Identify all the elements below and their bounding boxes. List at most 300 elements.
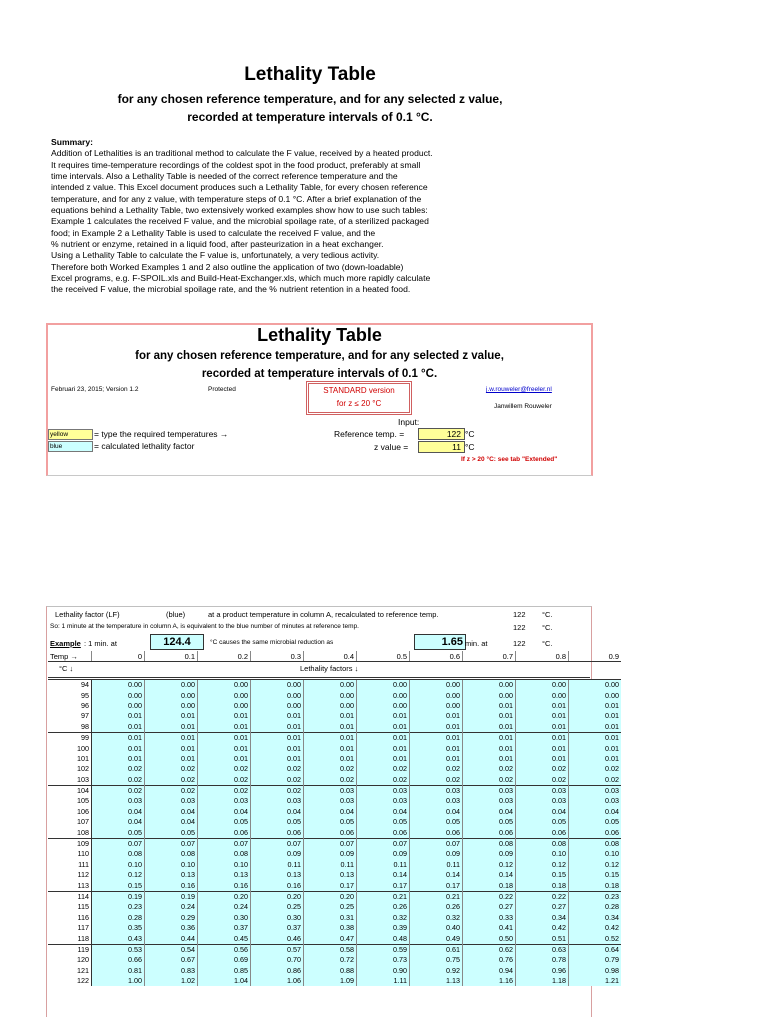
lethality-factor-cell: 0.09 xyxy=(357,849,410,859)
lethality-factor-cell: 0.01 xyxy=(145,711,198,721)
legend-yellow-swatch: yellow xyxy=(48,429,93,440)
lethality-factor-cell: 0.06 xyxy=(304,827,357,838)
lethality-factor-cell: 0.18 xyxy=(569,880,622,891)
lethality-factor-cell: 1.00 xyxy=(92,976,145,986)
lethality-factor-cell: 0.02 xyxy=(251,785,304,796)
lethality-factor-cell: 0.45 xyxy=(198,933,251,944)
lethality-factor-cell: 0.01 xyxy=(357,732,410,743)
lethality-factor-cell: 0.94 xyxy=(463,966,516,976)
lethality-factor-cell: 0.00 xyxy=(198,701,251,711)
lethality-factor-cell: 0.62 xyxy=(463,944,516,955)
lethality-factor-cell: 0.01 xyxy=(92,711,145,721)
lethality-factor-cell: 0.04 xyxy=(463,807,516,817)
table-row xyxy=(48,838,621,849)
lethality-factor-cell: 0.07 xyxy=(410,838,463,849)
lethality-factor-cell: 0.01 xyxy=(92,732,145,743)
lethality-factor-cell: 0.01 xyxy=(145,754,198,764)
lethality-factor-cell: 0.08 xyxy=(145,849,198,859)
lethality-factor-cell: 0.22 xyxy=(516,891,569,902)
lethality-factors-label: Lethality factors ↓ xyxy=(300,664,359,673)
table-row xyxy=(48,944,621,955)
lethality-factor-cell: 0.34 xyxy=(569,913,622,923)
column-header-cell: 0.7 xyxy=(463,651,516,662)
summary-heading: Summary: xyxy=(51,137,94,147)
lethality-factor-cell: 0.06 xyxy=(251,827,304,838)
lethality-factor-cell: 0.01 xyxy=(304,711,357,721)
temperature-cell: 103 xyxy=(48,775,92,786)
lethality-factor-cell: 0.69 xyxy=(198,955,251,965)
lethality-factor-cell: 0.23 xyxy=(569,891,622,902)
lethality-factor-cell: 0.01 xyxy=(516,754,569,764)
lethality-factor-cell: 0.15 xyxy=(516,870,569,880)
lethality-factor-cell: 0.10 xyxy=(198,860,251,870)
lethality-factor-cell: 0.04 xyxy=(304,807,357,817)
lethality-factor-cell: 0.04 xyxy=(410,807,463,817)
lethality-factor-cell: 0.11 xyxy=(304,860,357,870)
lethality-factor-cell: 0.03 xyxy=(251,796,304,806)
lethality-factor-cell: 0.04 xyxy=(92,817,145,827)
panel-title: Lethality Table xyxy=(257,325,382,345)
z-value-unit: °C xyxy=(465,442,475,452)
example-ref-unit: °C. xyxy=(542,639,553,648)
lethality-table xyxy=(48,679,621,986)
temperature-cell: 122 xyxy=(48,976,92,986)
lethality-factor-cell: 0.11 xyxy=(251,860,304,870)
lethality-factor-cell: 0.01 xyxy=(410,722,463,733)
standard-version-box xyxy=(308,383,410,413)
lethality-factor-cell: 0.57 xyxy=(251,944,304,955)
input-panel xyxy=(46,323,593,476)
lethality-factor-cell: 0.10 xyxy=(92,860,145,870)
lethality-factor-cell: 0.00 xyxy=(92,690,145,700)
lethality-factor-cell: 0.02 xyxy=(92,785,145,796)
table-row xyxy=(48,923,621,933)
column-header-cell: 0.9 xyxy=(569,651,622,662)
table-row xyxy=(48,913,621,923)
lethality-factor-cell: 0.02 xyxy=(304,775,357,786)
lethality-factor-cell: 1.11 xyxy=(357,976,410,986)
lethality-factor-cell: 0.06 xyxy=(357,827,410,838)
table-row xyxy=(48,976,621,986)
lethality-factor-cell: 0.00 xyxy=(145,701,198,711)
lethality-factor-cell: 0.04 xyxy=(357,807,410,817)
lethality-factor-cell: 0.12 xyxy=(463,860,516,870)
lethality-factor-cell: 0.00 xyxy=(145,690,198,700)
lethality-factor-cell: 0.01 xyxy=(357,711,410,721)
lethality-factor-cell: 0.54 xyxy=(145,944,198,955)
temperature-cell: 98 xyxy=(48,722,92,733)
lethality-factor-cell: 0.19 xyxy=(92,891,145,902)
column-header-cell: 0.5 xyxy=(357,651,410,662)
lethality-factor-cell: 0.25 xyxy=(251,902,304,912)
lethality-factor-cell: 1.13 xyxy=(410,976,463,986)
lethality-factor-cell: 0.01 xyxy=(145,732,198,743)
temp-arrow-label: Temp → xyxy=(48,651,92,662)
lethality-factor-cell: 0.16 xyxy=(145,880,198,891)
lethality-factor-cell: 0.01 xyxy=(410,743,463,753)
reference-temp-input[interactable]: 122 xyxy=(418,428,465,440)
lethality-factor-cell: 0.00 xyxy=(569,690,622,700)
lethality-factor-cell: 0.12 xyxy=(92,870,145,880)
table-row xyxy=(48,860,621,870)
lethality-factor-cell: 0.02 xyxy=(198,785,251,796)
lethality-factor-cell: 0.03 xyxy=(304,796,357,806)
example-temp-value: 124.4 xyxy=(150,634,204,650)
lethality-factor-cell: 0.00 xyxy=(304,701,357,711)
table-row xyxy=(48,690,621,700)
column-header-cell: 0 xyxy=(92,651,145,662)
lethality-factor-cell: 0.13 xyxy=(145,870,198,880)
lethality-factor-cell: 0.03 xyxy=(463,785,516,796)
table-row xyxy=(48,764,621,774)
lethality-factor-cell: 1.21 xyxy=(569,976,622,986)
lethality-factor-cell: 0.01 xyxy=(92,754,145,764)
lethality-factor-cell: 0.02 xyxy=(569,775,622,786)
lethality-factor-cell: 0.01 xyxy=(198,732,251,743)
lethality-factor-cell: 0.00 xyxy=(463,680,516,691)
lethality-factor-cell: 0.03 xyxy=(198,796,251,806)
lethality-factor-cell: 0.13 xyxy=(304,870,357,880)
lethality-factor-cell: 0.01 xyxy=(304,743,357,753)
summary-line: temperature, and for any z value, with temperature steps of 0.1 °C. After a brief explanation of the xyxy=(51,193,422,204)
lethality-factor-cell: 0.24 xyxy=(198,902,251,912)
legend-blue-swatch: blue xyxy=(48,441,93,452)
lethality-factor-cell: 0.38 xyxy=(304,923,357,933)
lethality-factor-cell: 0.04 xyxy=(92,807,145,817)
lethality-factor-cell: 0.01 xyxy=(516,743,569,753)
lethality-factor-cell: 0.01 xyxy=(410,754,463,764)
author-email-link[interactable]: j.w.rouweler@freeler.nl xyxy=(486,386,552,393)
lethality-factor-cell: 0.73 xyxy=(357,955,410,965)
lethality-factor-cell: 0.02 xyxy=(251,775,304,786)
protected-label: Protected xyxy=(208,386,236,393)
column-header-cell: 0.4 xyxy=(304,651,357,662)
lethality-factor-cell: 0.01 xyxy=(92,743,145,753)
table-row xyxy=(48,902,621,912)
temperature-cell: 116 xyxy=(48,913,92,923)
lf-label: Lethality factor (LF) xyxy=(55,610,120,619)
lethality-factor-cell: 0.03 xyxy=(569,796,622,806)
column-header-cell: 0.3 xyxy=(251,651,304,662)
lethality-factor-cell: 0.01 xyxy=(569,722,622,733)
lethality-factor-cell: 0.56 xyxy=(198,944,251,955)
example-text: : 1 min. at xyxy=(84,639,117,648)
lf-blue-label: (blue) xyxy=(166,610,186,619)
lethality-factor-cell: 0.04 xyxy=(516,807,569,817)
lethality-factor-cell: 0.05 xyxy=(357,817,410,827)
temperature-cell: 110 xyxy=(48,849,92,859)
page-subtitle-1: for any chosen reference temperature, and for any selected z value, xyxy=(117,92,503,106)
lethality-factor-cell: 0.01 xyxy=(251,743,304,753)
lethality-factor-cell: 0.00 xyxy=(304,680,357,691)
lethality-factor-cell: 0.88 xyxy=(304,966,357,976)
lethality-factor-cell: 0.01 xyxy=(304,754,357,764)
lethality-factor-cell: 0.01 xyxy=(198,711,251,721)
lethality-factor-cell: 0.07 xyxy=(357,838,410,849)
lethality-factor-cell: 0.01 xyxy=(410,711,463,721)
lethality-factor-cell: 0.01 xyxy=(145,743,198,753)
reference-temp-label: Reference temp. = xyxy=(334,429,405,439)
lethality-factor-cell: 0.63 xyxy=(516,944,569,955)
example-middle-text: °C causes the same microbial reduction as xyxy=(210,639,334,646)
lethality-factor-cell: 0.00 xyxy=(198,680,251,691)
lethality-factor-cell: 0.03 xyxy=(92,796,145,806)
table-row xyxy=(48,785,621,796)
lethality-factor-cell: 0.20 xyxy=(251,891,304,902)
table-row xyxy=(48,796,621,806)
lethality-factor-cell: 0.00 xyxy=(251,701,304,711)
lethality-factor-cell: 0.03 xyxy=(357,796,410,806)
lethality-factor-cell: 0.05 xyxy=(410,817,463,827)
lethality-factor-cell: 0.02 xyxy=(145,785,198,796)
table-row xyxy=(48,891,621,902)
lethality-factor-cell: 0.39 xyxy=(357,923,410,933)
lethality-factor-cell: 0.24 xyxy=(145,902,198,912)
table-row xyxy=(48,807,621,817)
summary-line: time intervals. Also a Lethality Table is needed of the correct reference temperature and the xyxy=(51,171,398,182)
z-value-input[interactable]: 11 xyxy=(418,441,465,453)
lethality-factor-cell: 0.01 xyxy=(251,711,304,721)
lethality-factor-cell: 0.05 xyxy=(198,817,251,827)
temperature-cell: 111 xyxy=(48,860,92,870)
lethality-factor-cell: 0.30 xyxy=(198,913,251,923)
lethality-factor-cell: 0.09 xyxy=(410,849,463,859)
standard-z-limit: for z ≤ 20 °C xyxy=(336,399,382,408)
lethality-factor-cell: 0.53 xyxy=(92,944,145,955)
celsius-down-label: °C ↓ xyxy=(59,664,74,673)
lethality-factor-cell: 0.02 xyxy=(198,764,251,774)
lethality-factor-cell: 0.09 xyxy=(304,849,357,859)
lethality-factor-cell: 0.00 xyxy=(251,680,304,691)
lethality-factor-cell: 0.81 xyxy=(92,966,145,976)
lethality-factor-cell: 0.18 xyxy=(516,880,569,891)
lethality-factor-cell: 0.01 xyxy=(92,722,145,733)
table-row xyxy=(48,849,621,859)
lethality-factor-cell: 0.01 xyxy=(304,732,357,743)
lethality-factor-cell: 0.44 xyxy=(145,933,198,944)
lethality-factor-cell: 0.00 xyxy=(251,690,304,700)
legend-blue-text: = calculated lethality factor xyxy=(94,441,195,451)
page-subtitle-2: recorded at temperature intervals of 0.1 °C. xyxy=(187,110,433,124)
legend-yellow-text: = type the required temperatures → xyxy=(94,429,229,439)
lethality-factor-cell: 0.25 xyxy=(304,902,357,912)
lethality-factor-cell: 0.34 xyxy=(516,913,569,923)
lethality-factor-cell: 0.05 xyxy=(569,817,622,827)
lethality-factor-cell: 0.75 xyxy=(410,955,463,965)
temperature-cell: 104 xyxy=(48,785,92,796)
lethality-factor-cell: 0.02 xyxy=(251,764,304,774)
lethality-factor-cell: 0.07 xyxy=(92,838,145,849)
lethality-factor-cell: 0.01 xyxy=(198,754,251,764)
lethality-factor-cell: 0.01 xyxy=(463,711,516,721)
extended-note: If z > 20 °C: see tab "Extended" xyxy=(461,456,558,463)
table-row xyxy=(48,680,621,691)
lethality-factor-cell: 0.14 xyxy=(357,870,410,880)
lethality-factor-cell: 0.27 xyxy=(463,902,516,912)
lethality-factor-cell: 0.15 xyxy=(92,880,145,891)
table-row xyxy=(48,722,621,733)
lethality-factor-cell: 0.31 xyxy=(304,913,357,923)
temperature-cell: 94 xyxy=(48,680,92,691)
summary-text xyxy=(51,148,521,295)
lethality-factor-cell: 0.01 xyxy=(410,732,463,743)
lethality-factor-cell: 0.01 xyxy=(463,754,516,764)
panel-subtitle-1: for any chosen reference temperature, and for any selected z value, xyxy=(135,350,504,362)
column-header-cell: 0.6 xyxy=(410,651,463,662)
lethality-factor-cell: 0.86 xyxy=(251,966,304,976)
lethality-factor-cell: 0.10 xyxy=(145,860,198,870)
lethality-factor-cell: 0.37 xyxy=(251,923,304,933)
lethality-factor-cell: 0.04 xyxy=(251,807,304,817)
lethality-factor-cell: 0.06 xyxy=(410,827,463,838)
lethality-factor-cell: 0.01 xyxy=(463,732,516,743)
table-row xyxy=(48,966,621,976)
lethality-factor-cell: 0.23 xyxy=(92,902,145,912)
lethality-factor-cell: 0.02 xyxy=(92,764,145,774)
lethality-factor-cell: 0.00 xyxy=(569,680,622,691)
lethality-factor-cell: 1.04 xyxy=(198,976,251,986)
lethality-factor-cell: 0.16 xyxy=(251,880,304,891)
table-row xyxy=(48,754,621,764)
temperature-cell: 112 xyxy=(48,870,92,880)
lethality-factor-cell: 0.04 xyxy=(145,807,198,817)
lethality-factor-cell: 0.03 xyxy=(516,785,569,796)
lethality-factor-cell: 0.02 xyxy=(92,775,145,786)
lethality-factor-cell: 0.83 xyxy=(145,966,198,976)
temperature-cell: 113 xyxy=(48,880,92,891)
summary-line: It requires time-temperature recordings of the coldest spot in the food product, preferably at small xyxy=(51,159,421,170)
lethality-factor-cell: 0.51 xyxy=(516,933,569,944)
summary-line: the received F value, the microbial spoilage rate, and the % nutrient retention in a heated food. xyxy=(51,284,411,295)
lethality-factor-cell: 0.01 xyxy=(569,743,622,753)
lethality-factor-cell: 0.27 xyxy=(516,902,569,912)
lethality-factor-cell: 0.01 xyxy=(463,701,516,711)
lethality-factor-cell: 0.09 xyxy=(463,849,516,859)
lethality-factor-cell: 0.26 xyxy=(410,902,463,912)
lethality-factor-cell: 0.35 xyxy=(92,923,145,933)
lethality-factor-cell: 0.01 xyxy=(198,722,251,733)
lf-description: at a product temperature in column A, recalculated to reference temp. xyxy=(208,610,439,619)
temperature-cell: 107 xyxy=(48,817,92,827)
lethality-factor-cell: 0.07 xyxy=(304,838,357,849)
temperature-cell: 95 xyxy=(48,690,92,700)
lethality-factor-cell: 0.92 xyxy=(410,966,463,976)
temperature-cell: 108 xyxy=(48,827,92,838)
lethality-factor-cell: 0.66 xyxy=(92,955,145,965)
lethality-factor-cell: 0.00 xyxy=(516,690,569,700)
example-result-value: 1.65 xyxy=(414,634,466,650)
lethality-factor-cell: 0.03 xyxy=(410,796,463,806)
summary-section xyxy=(51,137,521,296)
lethality-factor-cell: 0.03 xyxy=(304,785,357,796)
summary-line: intended z value. This Excel document produces such a Lethality Table, for every chosen reference xyxy=(51,182,428,193)
lethality-factor-cell: 0.20 xyxy=(304,891,357,902)
lethality-factor-cell: 0.17 xyxy=(357,880,410,891)
table-row xyxy=(48,933,621,944)
column-header-row xyxy=(48,651,621,662)
lethality-factor-cell: 0.58 xyxy=(304,944,357,955)
lethality-factor-cell: 0.70 xyxy=(251,955,304,965)
lethality-factor-cell: 0.03 xyxy=(410,785,463,796)
temperature-cell: 106 xyxy=(48,807,92,817)
table-header-divider xyxy=(48,677,590,678)
temperature-cell: 100 xyxy=(48,743,92,753)
temperature-cell: 102 xyxy=(48,764,92,774)
lethality-factor-cell: 0.00 xyxy=(92,680,145,691)
lethality-factor-cell: 0.07 xyxy=(251,838,304,849)
lethality-factor-cell: 0.09 xyxy=(251,849,304,859)
page-title: Lethality Table xyxy=(244,64,376,85)
lethality-factor-cell: 0.40 xyxy=(410,923,463,933)
summary-line: Addition of Lethalities is an traditional method to calculate the F value, received by a heated product. xyxy=(51,148,433,159)
lethality-factor-cell: 0.00 xyxy=(145,680,198,691)
lethality-factor-cell: 0.13 xyxy=(198,870,251,880)
lethality-factor-cell: 0.37 xyxy=(198,923,251,933)
lethality-factor-cell: 0.00 xyxy=(516,680,569,691)
lethality-factor-cell: 0.02 xyxy=(569,764,622,774)
version-date: Februari 23, 2015; Version 1.2 xyxy=(51,386,139,393)
lethality-factor-cell: 0.47 xyxy=(304,933,357,944)
lethality-factor-cell: 1.02 xyxy=(145,976,198,986)
lethality-factor-cell: 0.01 xyxy=(251,722,304,733)
lethality-factor-cell: 0.01 xyxy=(516,722,569,733)
lethality-factor-cell: 0.14 xyxy=(410,870,463,880)
lethality-factor-cell: 0.04 xyxy=(145,817,198,827)
lethality-factor-cell: 0.00 xyxy=(410,680,463,691)
lethality-factor-cell: 0.04 xyxy=(569,807,622,817)
lethality-factor-cell: 0.02 xyxy=(463,764,516,774)
lethality-factor-cell: 0.11 xyxy=(357,860,410,870)
lethality-factor-cell: 0.02 xyxy=(516,764,569,774)
lethality-factor-cell: 0.02 xyxy=(357,764,410,774)
lethality-factor-cell: 0.02 xyxy=(410,775,463,786)
lethality-factor-cell: 0.10 xyxy=(516,849,569,859)
summary-line: equations behind a Lethality Table, two extensively worked examples show how to use such tables: xyxy=(51,205,428,216)
lethality-factor-cell: 0.46 xyxy=(251,933,304,944)
lethality-factor-cell: 0.01 xyxy=(251,732,304,743)
temperature-cell: 109 xyxy=(48,838,92,849)
lethality-factor-cell: 0.28 xyxy=(569,902,622,912)
lethality-factor-cell: 0.72 xyxy=(304,955,357,965)
lethality-factor-cell: 0.01 xyxy=(304,722,357,733)
lethality-factor-cell: 0.03 xyxy=(357,785,410,796)
temperature-cell: 101 xyxy=(48,754,92,764)
column-header-cell: 0.8 xyxy=(516,651,569,662)
lethality-factor-cell: 0.01 xyxy=(569,711,622,721)
lethality-factor-cell: 0.01 xyxy=(569,701,622,711)
lethality-factor-cell: 0.01 xyxy=(569,732,622,743)
lethality-factor-cell: 0.41 xyxy=(463,923,516,933)
lethality-factor-cell: 1.18 xyxy=(516,976,569,986)
lethality-factor-cell: 0.59 xyxy=(357,944,410,955)
lethality-factor-cell: 0.00 xyxy=(357,690,410,700)
lethality-factor-cell: 0.13 xyxy=(251,870,304,880)
so-ref-unit: °C. xyxy=(542,623,553,632)
table-row xyxy=(48,870,621,880)
lethality-factor-cell: 0.21 xyxy=(357,891,410,902)
lethality-factor-cell: 0.48 xyxy=(357,933,410,944)
lethality-factor-cell: 0.32 xyxy=(410,913,463,923)
lethality-factor-cell: 0.07 xyxy=(145,838,198,849)
lethality-factor-cell: 0.36 xyxy=(145,923,198,933)
lethality-factor-cell: 0.08 xyxy=(516,838,569,849)
summary-line: Example 1 calculates the received F value, and the microbial spoilage rate, of a sterilized packaged xyxy=(51,216,429,227)
panel-subtitle-2: recorded at temperature intervals of 0.1 °C. xyxy=(201,368,438,380)
lethality-factor-cell: 0.18 xyxy=(463,880,516,891)
table-row xyxy=(48,955,621,965)
summary-line: % nutrient or enzyme, retained in a liquid food, after pasteurization in a heat exchanger. xyxy=(51,239,384,250)
lethality-factor-cell: 0.00 xyxy=(304,690,357,700)
